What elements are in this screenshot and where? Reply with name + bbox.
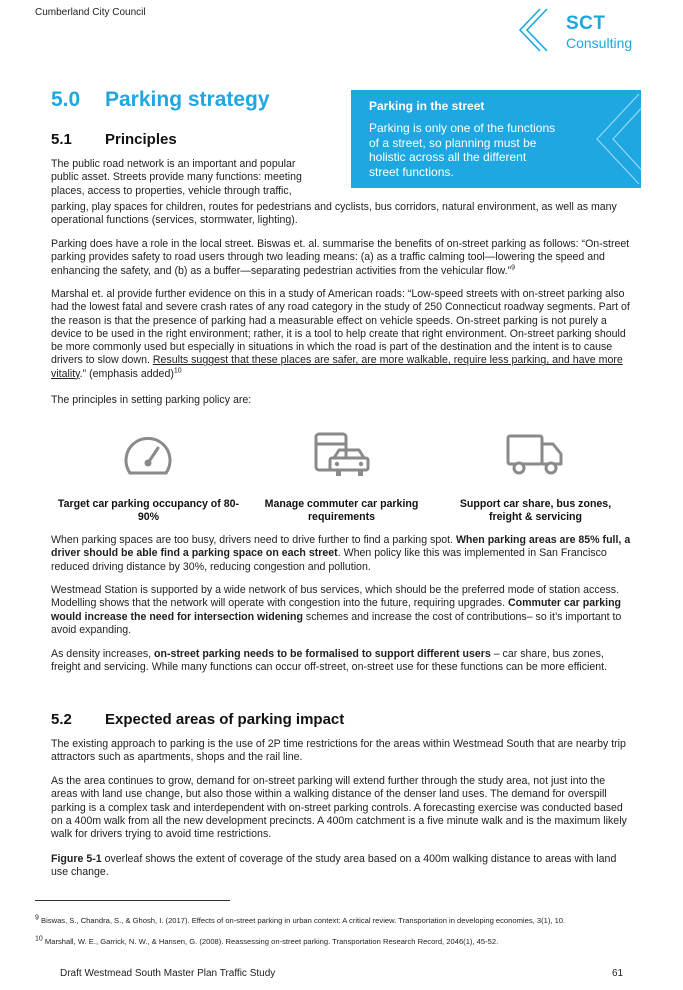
section-title-text: Parking strategy: [105, 88, 270, 111]
speedometer-icon: [118, 430, 178, 480]
paragraph-demand: As the area continues to grow, demand for on-street parking will extend further through the study area, not just into the areas with land use change, but also those within a walking distance of the denser land uses. The demand for overspill parking is a complex task and interdependent with on-street parking controls. A forecasting exercise was conducted based on a 400m walk from all the new development precincts. A 400m catchment is a five minute walk and is the maximum likely walk for drivers trying to avoid time restrictions.: [51, 775, 627, 841]
paragraph-biswas-text: Parking does have a role in the local street. Biswas et. al. summarise the benefits of on-street parking as follows: “On-street parking provides safety to road users through two leading means: (a) as a traffic calming tool—lowering the speed and enhancing the safety, and (b) as a buffer—separating pedestrian activities from the vehicular flow.”: [51, 238, 630, 277]
paragraph-figure-reference: [51, 853, 633, 880]
paragraph-principles-lead: The principles in setting parking policy are:: [51, 394, 252, 406]
bus-and-car-icon: [312, 430, 372, 480]
paragraph-occupancy-text: When parking spaces are too busy, drivers need to drive further to find a parking spot.: [51, 534, 456, 546]
section-number: 5.0: [51, 88, 81, 111]
subsection-title-principles: [51, 131, 177, 148]
logo-sct-text: SCT: [566, 13, 606, 34]
paragraph-westmead-station: [51, 584, 633, 637]
section-title: [51, 88, 270, 112]
paragraph-density-bold: on-street parking needs to be formalised to support different users: [154, 648, 491, 660]
figure-reference-link[interactable]: Figure 5-1: [51, 853, 102, 865]
subsection-title-text: Principles: [105, 131, 177, 148]
callout-box: [351, 90, 641, 188]
paragraph-marshal: [51, 288, 633, 381]
paragraph-station-end: schemes and increase the cost of contributions– so it’s important to avoid expanding.: [51, 610, 622, 636]
footer-page-number: 61: [612, 968, 624, 979]
paragraph-occupancy-end: . When policy like this was implemented in San Francisco reduced driving distance by 30%, reducing congestion and pollution.: [51, 547, 607, 573]
truck-icon: [505, 430, 565, 480]
subsection-title-parking-impact: [51, 711, 344, 728]
footnote-10: [35, 937, 635, 947]
paragraph-station-bold: Commuter car parking would increase the need for intersection widening: [51, 597, 622, 623]
footnote-ref-10: 10: [173, 367, 182, 375]
principle-label-commuter: Manage commuter car parking requirements: [264, 498, 419, 523]
footnote-divider: [35, 900, 230, 901]
paragraph-occupancy: [51, 534, 633, 574]
logo-consulting-text: Consulting: [566, 35, 633, 51]
callout-body: Parking is only one of the functions of a street, so planning must be holistic across all the different street functions.: [369, 121, 556, 179]
footnote-9: [35, 916, 635, 926]
footnote-text: Biswas, S., Chandra, S., & Ghosh, I. (2017). Effects of on-street parking in urban context: A critical review. Transportation in developing economies, 3(1), 10.: [41, 916, 566, 925]
paragraph-intro-continued: parking, play spaces for children, routes for pedestrians and cyclists, bus corridors, natural environment, as well as many operational functions (services, stormwater, lighting).: [51, 201, 617, 227]
principle-label-carshare: Support car share, bus zones, freight & servicing: [459, 498, 612, 523]
subsection-title-text: Expected areas of parking impact: [105, 711, 345, 728]
principle-label-occupancy: Target car parking occupancy of 80-90%: [57, 498, 240, 523]
paragraph-density-text: As density increases,: [51, 648, 155, 660]
paragraph-existing-approach: The existing approach to parking is the use of 2P time restrictions for the areas within Westmead South that are nearby trip attractors such as apartments, shops and the rail line.: [51, 738, 626, 764]
paragraph-marshal-underlined: Results suggest that these places are safer, are more walkable, require less parking, and have more vitality: [51, 354, 623, 380]
footnote-number: 9: [35, 914, 39, 922]
logo-diamond-icon: [516, 6, 572, 54]
subsection-number: 5.2: [51, 711, 72, 728]
sct-logo: [516, 6, 638, 54]
paragraph-marshal-end: .” (emphasis added): [79, 367, 174, 380]
paragraph-station-text: Westmead Station is supported by a wide network of bus services, which should be the preferred mode of station access. Modelling shows that the network will operate with congestion into the future, requiring upgrades.: [51, 584, 620, 610]
paragraph-marshal-text: Marshal et. al provide further evidence on this in a study of American roads: “Low-speed streets with on-street parking also had the lowest fatal and severe crash rates of any road category in the study of 250 Connecticut roadway segments. Part of the reason is that the presence of parking had a measurable effect on vehicle speeds. On-street parking is not purely a device to be used in the right environment; rather, it is a tool to help create that right environment. On-street parking should be more commonly used but especially in situations in which the road is part of the destination and the intent is to cause drivers to slow down.: [51, 288, 630, 367]
paragraph-biswas: [51, 238, 633, 278]
footnote-text: Marshall, W. E., Garrick, N. W., & Hansen, G. (2008). Reassessing on-street parking. Transportation Research Record, 2046(1), 45-52.: [44, 937, 499, 946]
figure-reference-text: overleaf shows the extent of coverage of the study area based on a 400m walking distance to areas with land use change.: [51, 853, 617, 879]
paragraph-occupancy-bold: When parking areas are 85% full, a driver should be able find a parking space on each street: [51, 534, 631, 560]
paragraph-density-end: – car share, bus zones, freight and servicing. While many functions can occur off-street, on-street use for these functions can be more efficient.: [51, 648, 608, 674]
callout-diamond-icon: [561, 90, 641, 188]
paragraph-intro: The public road network is an important and popular public asset. Streets provide many functions: meeting places, access to properties, vehicle through traffic,: [51, 158, 302, 197]
header-organisation: Cumberland City Council: [35, 7, 146, 18]
footer-document-title: Draft Westmead South Master Plan Traffic Study: [60, 968, 276, 979]
footnote-number: 10: [35, 935, 43, 943]
subsection-number: 5.1: [51, 131, 72, 148]
footnote-ref-9: 9: [511, 264, 516, 272]
paragraph-density: [51, 648, 633, 675]
callout-title: Parking in the street: [369, 99, 485, 113]
